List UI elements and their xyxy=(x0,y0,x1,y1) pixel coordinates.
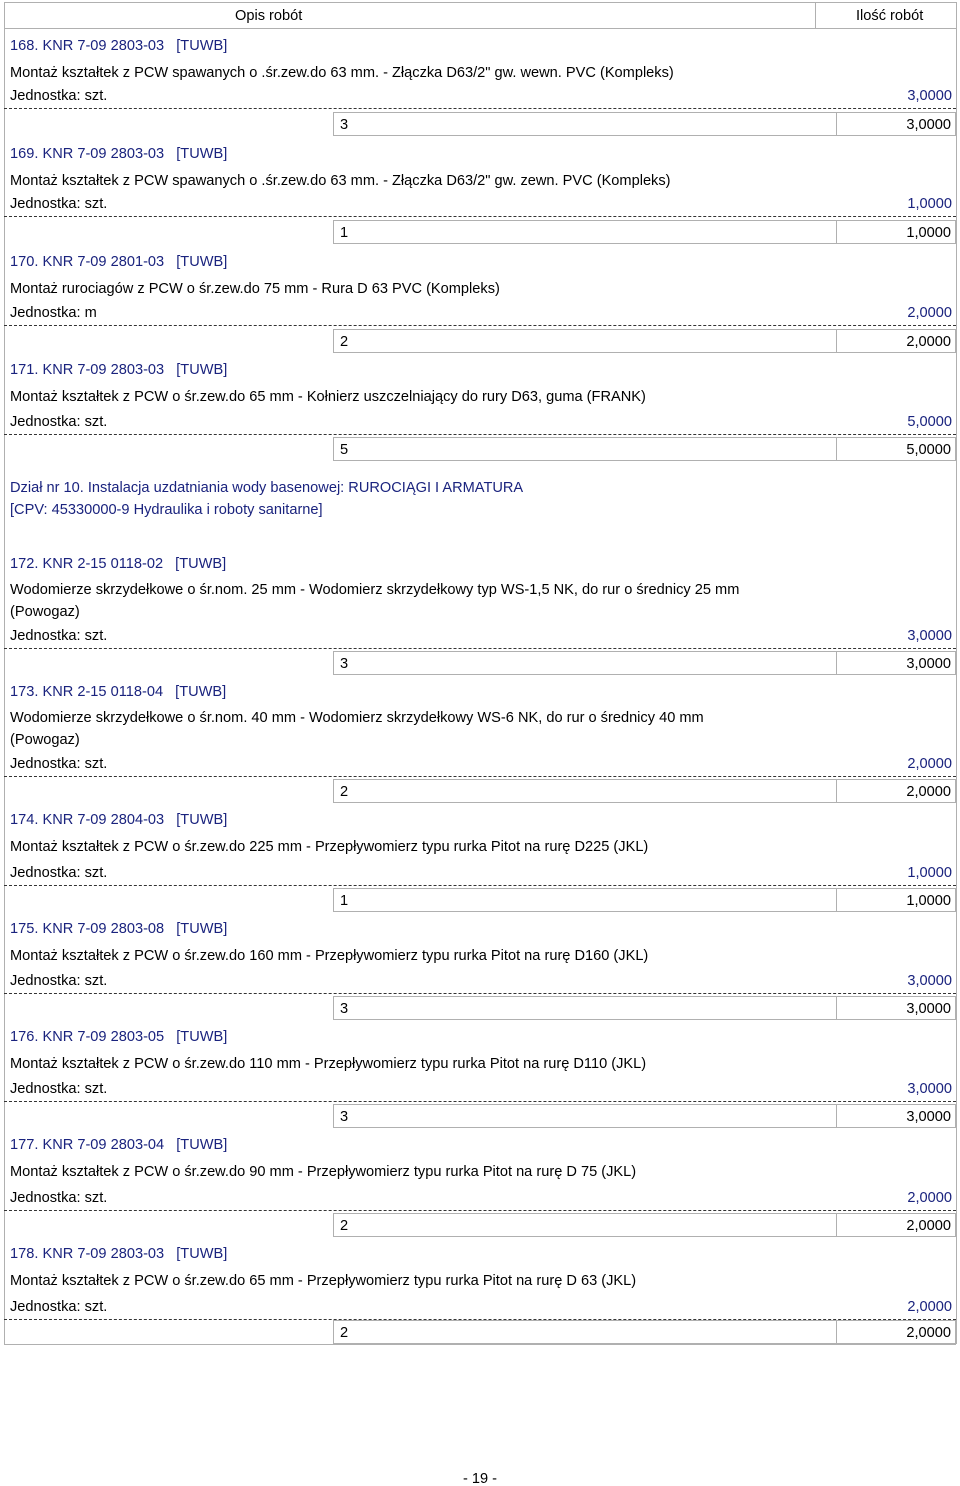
calculation-total: 1,0000 xyxy=(906,893,951,909)
calculation-row xyxy=(333,779,956,803)
item-unit: Jednostka: szt. xyxy=(10,1299,108,1315)
item-unit: Jednostka: szt. xyxy=(10,973,108,989)
item-code: KNR 7-09 2803-03 xyxy=(42,1246,165,1262)
calculation-total: 2,0000 xyxy=(906,1218,951,1234)
calculation-total: 3,0000 xyxy=(906,117,951,133)
item-number: 169. xyxy=(10,146,39,162)
column-header-quantity: Ilość robót xyxy=(856,8,924,24)
calculation-total: 3,0000 xyxy=(906,1109,951,1125)
item-unit: Jednostka: szt. xyxy=(10,1190,108,1206)
item-code: KNR 7-09 2803-03 xyxy=(42,362,165,378)
item-total: 2,0000 xyxy=(907,756,952,772)
item-code: KNR 7-09 2803-05 xyxy=(42,1029,165,1045)
item-number: 176. xyxy=(10,1029,39,1045)
item-code-line xyxy=(10,1245,227,1263)
calculation-row xyxy=(333,1320,956,1344)
item-description-cont: (Powogaz) xyxy=(10,604,80,620)
item-description: Montaż kształtek z PCW o śr.zew.do 110 mm - Przepływomierz typu rurka Pitot na rurę D110 (JKL) xyxy=(10,1056,647,1072)
item-description: Wodomierze skrzydełkowe o śr.nom. 25 mm - Wodomierz skrzydełkowy typ WS-1,5 NK, do rur o średnicy 25 mm xyxy=(10,582,740,598)
item-number: 171. xyxy=(10,362,39,378)
item-total: 2,0000 xyxy=(907,1299,952,1315)
item-unit: Jednostka: szt. xyxy=(10,628,108,644)
item-code-line xyxy=(10,683,226,701)
item-code: KNR 7-09 2803-08 xyxy=(42,921,165,937)
calculation-value: 2 xyxy=(340,784,349,800)
item-tag: [TUWB] xyxy=(175,684,227,700)
calculation-row xyxy=(333,220,956,244)
item-code-line xyxy=(10,920,227,938)
item-code: KNR 2-15 0118-02 xyxy=(42,556,164,572)
item-code: KNR 7-09 2803-03 xyxy=(42,146,165,162)
item-description-cont: (Powogaz) xyxy=(10,732,80,748)
item-number: 172. xyxy=(10,556,39,572)
item-description: Montaż kształtek z PCW o śr.zew.do 65 mm - Przepływomierz typu rurka Pitot na rurę D 63 (JKL) xyxy=(10,1273,637,1289)
calculation-value: 3 xyxy=(340,1001,349,1017)
item-total: 1,0000 xyxy=(907,196,952,212)
item-code: KNR 7-09 2804-03 xyxy=(42,812,165,828)
item-unit: Jednostka: szt. xyxy=(10,1081,108,1097)
item-description: Montaż kształtek z PCW spawanych o .śr.zew.do 63 mm. - Złączka D63/2" gw. zewn. PVC (Kompleks) xyxy=(10,173,671,189)
item-number: 175. xyxy=(10,921,39,937)
item-unit: Jednostka: szt. xyxy=(10,865,108,881)
calculation-total: 1,0000 xyxy=(906,225,951,241)
column-header-description: Opis robót xyxy=(235,8,303,24)
item-number: 174. xyxy=(10,812,39,828)
item-unit: Jednostka: szt. xyxy=(10,414,108,430)
item-code-line xyxy=(10,253,227,271)
item-total: 3,0000 xyxy=(907,973,952,989)
item-description: Montaż kształtek z PCW o śr.zew.do 65 mm - Kołnierz uszczelniający do rury D63, guma (FRANK) xyxy=(10,389,646,405)
item-description: Montaż rurociagów z PCW o śr.zew.do 75 mm - Rura D 63 PVC (Kompleks) xyxy=(10,281,500,297)
calculation-value: 5 xyxy=(340,442,349,458)
item-unit: Jednostka: szt. xyxy=(10,196,108,212)
calculation-total: 2,0000 xyxy=(906,784,951,800)
calculation-row xyxy=(333,651,956,675)
item-unit: Jednostka: szt. xyxy=(10,756,108,772)
calculation-row xyxy=(333,1104,956,1128)
item-description: Montaż kształtek z PCW o śr.zew.do 160 mm - Przepływomierz typu rurka Pitot na rurę D160 (JKL) xyxy=(10,948,649,964)
calculation-total: 2,0000 xyxy=(906,334,951,350)
calculation-value: 3 xyxy=(340,656,349,672)
item-number: 178. xyxy=(10,1246,39,1262)
item-tag: [TUWB] xyxy=(175,556,227,572)
item-description: Montaż kształtek z PCW o śr.zew.do 225 mm - Przepływomierz typu rurka Pitot na rurę D225 (JKL) xyxy=(10,839,649,855)
calculation-total: 2,0000 xyxy=(906,1325,951,1341)
calculation-row xyxy=(333,437,956,461)
calculation-row xyxy=(333,888,956,912)
item-code: KNR 2-15 0118-04 xyxy=(42,684,164,700)
calculation-row xyxy=(333,1213,956,1237)
item-code-line xyxy=(10,555,226,573)
item-number: 173. xyxy=(10,684,39,700)
item-tag: [TUWB] xyxy=(176,38,228,54)
calculation-total: 3,0000 xyxy=(906,656,951,672)
item-unit: Jednostka: szt. xyxy=(10,88,108,104)
calculation-value: 3 xyxy=(340,117,349,133)
item-code-line xyxy=(10,1136,227,1154)
item-tag: [TUWB] xyxy=(176,1029,228,1045)
item-tag: [TUWB] xyxy=(176,812,228,828)
item-total: 3,0000 xyxy=(907,1081,952,1097)
calculation-value: 2 xyxy=(340,334,349,350)
item-total: 2,0000 xyxy=(907,1190,952,1206)
item-code-line xyxy=(10,1028,227,1046)
item-code-line xyxy=(10,145,227,163)
item-description: Montaż kształtek z PCW spawanych o .śr.zew.do 63 mm. - Złączka D63/2" gw. wewn. PVC (Kompleks) xyxy=(10,65,674,81)
item-number: 170. xyxy=(10,254,39,270)
item-tag: [TUWB] xyxy=(176,254,228,270)
section-cpv: [CPV: 45330000-9 Hydraulika i roboty sanitarne] xyxy=(10,502,323,518)
item-total: 3,0000 xyxy=(907,628,952,644)
item-description: Montaż kształtek z PCW o śr.zew.do 90 mm - Przepływomierz typu rurka Pitot na rurę D 75 (JKL) xyxy=(10,1164,637,1180)
calculation-value: 1 xyxy=(340,225,349,241)
section-number: Dział nr 10. xyxy=(10,480,84,496)
page-number: - 19 - xyxy=(462,1471,498,1486)
calculation-row xyxy=(333,996,956,1020)
item-number: 168. xyxy=(10,38,39,54)
calculation-total: 5,0000 xyxy=(906,442,951,458)
calculation-value: 1 xyxy=(340,893,349,909)
item-unit: Jednostka: m xyxy=(10,305,97,321)
item-code-line xyxy=(10,811,227,829)
calculation-row xyxy=(333,112,956,136)
section-title: Instalacja uzdatniania wody basenowej: RUROCIĄGI I ARMATURA xyxy=(87,480,524,496)
item-code-line xyxy=(10,361,227,379)
calculation-row xyxy=(333,329,956,353)
item-tag: [TUWB] xyxy=(176,921,228,937)
item-tag: [TUWB] xyxy=(176,1137,228,1153)
item-code: KNR 7-09 2801-03 xyxy=(42,254,165,270)
calculation-value: 3 xyxy=(340,1109,349,1125)
item-description: Wodomierze skrzydełkowe o śr.nom. 40 mm - Wodomierz skrzydełkowy WS-6 NK, do rur o średnicy 40 mm xyxy=(10,710,704,726)
item-code: KNR 7-09 2803-04 xyxy=(42,1137,165,1153)
item-total: 2,0000 xyxy=(907,305,952,321)
calculation-total: 3,0000 xyxy=(906,1001,951,1017)
item-number: 177. xyxy=(10,1137,39,1153)
item-tag: [TUWB] xyxy=(176,362,228,378)
item-code-line xyxy=(10,37,227,55)
item-tag: [TUWB] xyxy=(176,1246,228,1262)
item-total: 5,0000 xyxy=(907,414,952,430)
item-total: 3,0000 xyxy=(907,88,952,104)
calculation-value: 2 xyxy=(340,1325,349,1341)
item-code: KNR 7-09 2803-03 xyxy=(42,38,165,54)
item-tag: [TUWB] xyxy=(176,146,228,162)
item-total: 1,0000 xyxy=(907,865,952,881)
calculation-value: 2 xyxy=(340,1218,349,1234)
